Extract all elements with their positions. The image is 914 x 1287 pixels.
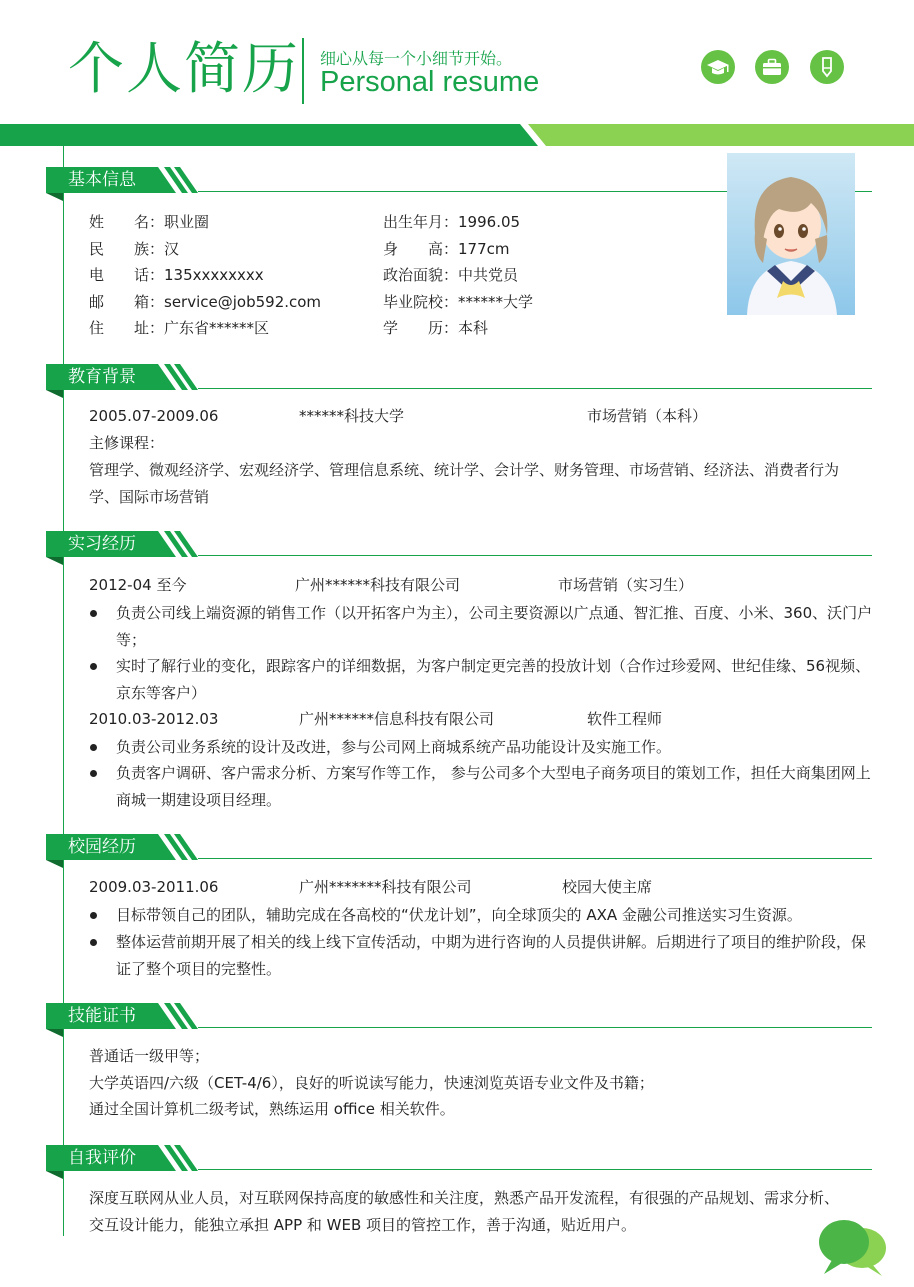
info-label: 学 历： — [383, 319, 459, 337]
info-value: 本科 — [458, 319, 489, 337]
info-row-birth — [383, 209, 533, 236]
list-item — [88, 600, 878, 653]
bullet-text: 负责客户调研、客户需求分析、方案写作等工作， 参与公司多个大型电子商务项目的策划工作，担任大商集团网上商城一期建设项目经理。 — [116, 764, 871, 809]
section-heading: 校园经历 — [68, 837, 136, 857]
section-heading: 自我评价 — [68, 1148, 136, 1168]
edu-major: 市场营销（本科） — [587, 407, 708, 425]
edu-school: ******科技大学 — [299, 407, 405, 425]
info-row-address — [89, 315, 321, 342]
info-value: 135xxxxxxxx — [164, 266, 264, 284]
briefcase-icon — [755, 50, 789, 84]
basic-info-left — [89, 209, 321, 342]
section-campus — [46, 834, 872, 862]
timeline-line — [63, 146, 64, 1236]
bullet-text: 目标带领自己的团队，辅助完成在各高校的“伏龙计划”，向全球顶尖的 AXA 金融公司推送实习生资源。 — [116, 906, 802, 924]
self-evaluation-text: 深度互联网从业人员，对互联网保持高度的敏感性和关注度，熟悉产品开发流程，有很强的产品规划、需求分析、交互设计能力，能独立承担 APP 和 WEB 项目的管控工作，善于沟通，贴近用户。 — [89, 1189, 840, 1234]
job-period: 2012-04 至今 — [89, 576, 187, 594]
campus-period: 2009.03-2011.06 — [89, 878, 219, 896]
info-label: 姓 名： — [89, 213, 165, 231]
pen-icon — [810, 50, 844, 84]
slogan: 细心从每一个小细节开始。 — [320, 49, 513, 68]
info-value: service@job592.com — [164, 292, 322, 311]
list-item — [88, 653, 878, 706]
bullet-text: 实时了解行业的变化，跟踪客户的详细数据，为客户制定更完善的投放计划（合作过珍爱网、世纪佳缘、56视频、京东等客户） — [116, 657, 871, 702]
job-role: 市场营销（实习生） — [558, 576, 694, 594]
section-skills — [46, 1003, 872, 1031]
info-value: 中共党员 — [458, 266, 519, 284]
info-row-name — [89, 209, 321, 236]
info-label: 住 址： — [89, 319, 165, 337]
title-divider — [302, 38, 304, 104]
section-heading: 基本信息 — [68, 170, 136, 190]
job-company: 广州******科技有限公司 — [295, 576, 461, 594]
list-item — [88, 902, 878, 929]
job-role: 软件工程师 — [587, 710, 663, 728]
graduation-cap-icon — [701, 50, 735, 84]
section-education — [46, 364, 872, 392]
skill-line: 大学英语四/六级（CET-4/6），良好的听说读写能力，快速浏览英语专业文件及书籍； — [89, 1073, 654, 1092]
section-self-evaluation — [46, 1145, 872, 1173]
job-period: 2010.03-2012.03 — [89, 710, 219, 728]
edu-courses-label: 主修课程： — [89, 434, 165, 452]
info-value: 职业圈 — [164, 213, 210, 231]
edu-period: 2005.07-2009.06 — [89, 407, 219, 425]
info-value: 1996.05 — [458, 213, 521, 231]
info-row-email — [89, 289, 321, 316]
section-heading: 教育背景 — [68, 367, 136, 387]
page-title: 个人简历 — [68, 37, 300, 102]
basic-info-right — [383, 209, 533, 342]
info-label: 邮 箱： — [89, 292, 165, 311]
list-item — [88, 760, 878, 813]
section-heading: 实习经历 — [68, 534, 136, 554]
info-label: 民 族： — [89, 239, 165, 258]
info-row-phone — [89, 262, 321, 289]
info-value: 汉 — [164, 239, 180, 258]
info-row-height — [383, 236, 533, 263]
bullet-text: 整体运营前期开展了相关的线上线下宣传活动，中期为进行咨询的人员提供讲解。后期进行了项目的维护阶段，保证了整个项目的完整性。 — [116, 933, 867, 978]
info-row-school — [383, 289, 533, 316]
bullet-text: 负责公司业务系统的设计及改进，参与公司网上商城系统产品功能设计及实施工作。 — [116, 738, 672, 756]
list-item — [88, 734, 878, 761]
bullet-text: 负责公司线上端资源的销售工作（以开拓客户为主），公司主要资源以广点通、智汇推、百度、小米、360、沃门户等； — [116, 604, 873, 649]
campus-company: 广州*******科技有限公司 — [299, 878, 472, 896]
profile-photo — [727, 153, 855, 315]
info-row-degree — [383, 315, 533, 342]
edu-courses: 管理学、微观经济学、宏观经济学、管理信息系统、统计学、会计学、财务管理、市场营销、经济法、消费者行为学、国际市场营销 — [89, 461, 840, 506]
skills-list — [89, 1043, 654, 1123]
list-item — [88, 929, 878, 982]
info-label: 毕业院校： — [383, 292, 459, 311]
page-subtitle: Personal resume — [320, 66, 540, 98]
info-value: 广东省******区 — [164, 319, 270, 337]
header-stripe — [0, 124, 914, 146]
info-label: 电 话： — [89, 266, 165, 284]
info-row-ethnicity — [89, 236, 321, 263]
info-value: 177cm — [458, 239, 510, 258]
campus-role: 校园大使主席 — [562, 878, 653, 896]
section-heading: 技能证书 — [68, 1006, 136, 1026]
info-label: 身 高： — [383, 239, 459, 258]
job-company: 广州******信息科技有限公司 — [299, 710, 495, 728]
info-label: 政治面貌： — [383, 266, 459, 284]
info-value: ******大学 — [458, 292, 534, 311]
info-label: 出生年月： — [383, 213, 459, 231]
skill-line: 通过全国计算机二级考试，熟练运用 office 相关软件。 — [89, 1100, 455, 1118]
speech-bubble-icon — [810, 1214, 890, 1284]
skill-line: 普通话一级甲等； — [89, 1047, 210, 1065]
section-internship — [46, 531, 872, 559]
info-row-politics — [383, 262, 533, 289]
